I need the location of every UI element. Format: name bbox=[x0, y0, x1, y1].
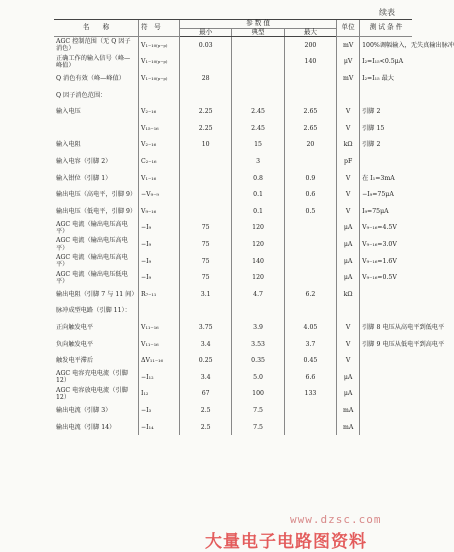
cell-conditions: −I₉=75μA bbox=[360, 187, 412, 204]
table-row bbox=[54, 236, 412, 253]
cell-min bbox=[180, 153, 232, 170]
cell-min: 3.4 bbox=[180, 369, 232, 386]
header-max: 最大 bbox=[284, 28, 336, 37]
cell-unit: V bbox=[337, 203, 360, 220]
cell-name: AGC 电容充电电流（引脚 12） bbox=[56, 370, 128, 385]
cell-name bbox=[54, 120, 139, 137]
table-row bbox=[54, 286, 412, 303]
cell-conditions: I₉=75μA bbox=[360, 203, 412, 220]
table-row bbox=[54, 419, 412, 436]
cell-symbol: −I₉ bbox=[139, 236, 180, 253]
cell-min: 0.03 bbox=[180, 37, 232, 54]
cell-unit: μA bbox=[337, 236, 360, 253]
cell-conditions bbox=[360, 286, 412, 303]
header-param-group: 参 数 值 bbox=[180, 20, 337, 29]
cell-typ: 0.1 bbox=[232, 187, 284, 204]
cell-min: 2.25 bbox=[180, 120, 232, 137]
cell-symbol: C₂₋₁₆ bbox=[139, 153, 180, 170]
cell-symbol: V₁₋₁₀₍ₚ₋ₚ₎ bbox=[139, 54, 180, 71]
table-row bbox=[54, 37, 412, 54]
cell-name: 负向触发电平 bbox=[56, 340, 94, 348]
cell-unit: mV bbox=[337, 37, 360, 54]
cell-typ: 3 bbox=[232, 153, 284, 170]
cell-symbol: V₁₋₁₆ bbox=[139, 170, 180, 187]
table-row bbox=[54, 402, 412, 419]
cell-name: 输入电阻 bbox=[56, 141, 81, 149]
table-row bbox=[54, 336, 412, 353]
spec-table bbox=[54, 19, 454, 435]
cell-symbol: ΔV₁₁₋₁₆ bbox=[139, 352, 180, 369]
cell-unit: V bbox=[337, 336, 360, 353]
cell-typ: 5.0 bbox=[232, 369, 284, 386]
cell-typ bbox=[232, 70, 284, 87]
cell-typ: 3.53 bbox=[232, 336, 284, 353]
cell-min: 75 bbox=[180, 236, 232, 253]
table-row bbox=[54, 253, 412, 270]
cell-name: 输出电压（高电平，引脚 9） bbox=[56, 191, 137, 199]
cell-name: 输出电阻（引脚 7 与 11 间） bbox=[56, 290, 138, 298]
cell-symbol: V₂₋₁₆ bbox=[139, 104, 180, 121]
cell-conditions bbox=[360, 352, 412, 369]
cell-unit: μA bbox=[337, 369, 360, 386]
cell-unit: mV bbox=[337, 70, 360, 87]
cell-symbol: −I₁₄ bbox=[139, 419, 180, 436]
cell-conditions: 引脚 8 电压从高电平到低电平 bbox=[360, 319, 412, 336]
cell-symbol: −I₁₂ bbox=[139, 369, 180, 386]
cell-typ: 4.7 bbox=[232, 286, 284, 303]
cell-name: Q 因子消色范围： bbox=[56, 91, 107, 99]
cell-unit: V bbox=[337, 170, 360, 187]
cell-unit: μA bbox=[337, 220, 360, 237]
cell-conditions bbox=[360, 419, 412, 436]
table-row bbox=[54, 54, 412, 71]
cell-name: 正确工作的输入信号（峰—峰值） bbox=[56, 54, 131, 70]
cell-typ bbox=[232, 87, 284, 104]
cell-unit: μA bbox=[337, 386, 360, 403]
cell-symbol bbox=[139, 87, 180, 104]
cell-max bbox=[284, 303, 336, 320]
cell-symbol: V₁₅₋₁₆ bbox=[139, 120, 180, 137]
table-row bbox=[54, 303, 412, 320]
cell-min: 10 bbox=[180, 137, 232, 154]
cell-name: 正向触发电平 bbox=[56, 323, 94, 331]
cell-max bbox=[284, 220, 336, 237]
cell-max: 6.2 bbox=[284, 286, 336, 303]
cell-unit: V bbox=[337, 352, 360, 369]
cell-unit: V bbox=[337, 187, 360, 204]
cell-min: 3.1 bbox=[180, 286, 232, 303]
table-row bbox=[54, 120, 412, 137]
cell-unit bbox=[337, 87, 360, 104]
cell-name: 输入钳位（引脚 1） bbox=[56, 174, 112, 182]
table-row bbox=[54, 137, 412, 154]
cell-max: 133 bbox=[284, 386, 336, 403]
cell-max: 20 bbox=[284, 137, 336, 154]
cell-unit bbox=[337, 303, 360, 320]
table-row bbox=[54, 104, 412, 121]
cell-min bbox=[180, 303, 232, 320]
cell-name: 输入电压 bbox=[56, 108, 81, 116]
cell-min: 28 bbox=[180, 70, 232, 87]
cell-typ: 2.45 bbox=[232, 104, 284, 121]
cell-unit: V bbox=[337, 104, 360, 121]
cell-max bbox=[284, 153, 336, 170]
cell-typ bbox=[232, 54, 284, 71]
cell-name: AGC 控制范围（无 Q 因子消色） bbox=[56, 38, 131, 53]
cell-typ bbox=[232, 37, 284, 54]
cell-symbol: V₂₋₁₆ bbox=[139, 137, 180, 154]
cell-max: 2.65 bbox=[284, 120, 336, 137]
cell-max: 200 bbox=[284, 37, 336, 54]
cell-name: Q 消色有效（峰—峰值） bbox=[56, 75, 125, 83]
cell-max: 0.6 bbox=[284, 187, 336, 204]
cell-symbol bbox=[139, 303, 180, 320]
cell-name: 触发电平滞后 bbox=[56, 357, 94, 365]
cell-name: AGC 电流（输出电压低电平） bbox=[56, 270, 128, 285]
cell-typ: 0.8 bbox=[232, 170, 284, 187]
cell-max: 0.45 bbox=[284, 352, 336, 369]
cell-symbol: R₇₋₁₁ bbox=[139, 286, 180, 303]
table-row bbox=[54, 187, 412, 204]
table-row bbox=[54, 170, 412, 187]
cell-min bbox=[180, 203, 232, 220]
table-row bbox=[54, 369, 412, 386]
header-name: 名 称 bbox=[54, 20, 139, 37]
cell-min bbox=[180, 87, 232, 104]
cell-unit: mA bbox=[337, 402, 360, 419]
cell-typ: 120 bbox=[232, 269, 284, 286]
cell-typ: 0.1 bbox=[232, 203, 284, 220]
cell-conditions: 引脚 9 电压从低电平到高电平 bbox=[360, 336, 412, 353]
cell-name: 输出电压（低电平，引脚 9） bbox=[56, 207, 137, 215]
cell-max bbox=[284, 269, 336, 286]
cell-name: 脉冲成型电路（引脚 11）： bbox=[56, 307, 131, 315]
cell-typ: 7.5 bbox=[232, 402, 284, 419]
cell-max bbox=[284, 70, 336, 87]
cell-symbol: −I₉ bbox=[139, 253, 180, 270]
cell-max: 6.6 bbox=[284, 369, 336, 386]
cell-max: 140 bbox=[284, 54, 336, 71]
cell-max: 3.7 bbox=[284, 336, 336, 353]
table-row bbox=[54, 203, 412, 220]
cell-conditions bbox=[360, 402, 412, 419]
cell-max: 0.9 bbox=[284, 170, 336, 187]
table-row bbox=[54, 153, 412, 170]
cell-conditions bbox=[360, 153, 412, 170]
cell-unit: μA bbox=[337, 253, 360, 270]
continued-label: 续表 bbox=[379, 8, 395, 17]
cell-typ: 15 bbox=[232, 137, 284, 154]
cell-max: 2.65 bbox=[284, 104, 336, 121]
cell-typ: 0.35 bbox=[232, 352, 284, 369]
table-row bbox=[54, 269, 412, 286]
cell-symbol: V₉₋₁₆ bbox=[139, 203, 180, 220]
cell-conditions: V₉₋₁₆=1.6V bbox=[360, 253, 412, 270]
cell-symbol: V₁₁₋₁₆ bbox=[139, 336, 180, 353]
cell-unit: kΩ bbox=[337, 286, 360, 303]
cell-min: 2.5 bbox=[180, 419, 232, 436]
table-row bbox=[54, 352, 412, 369]
cell-max bbox=[284, 419, 336, 436]
cell-symbol: −V₉₋₉ bbox=[139, 187, 180, 204]
cell-min: 3.75 bbox=[180, 319, 232, 336]
header-typ: 典型 bbox=[232, 28, 284, 37]
cell-symbol: V₁₋₁₀₍ₚ₋ₚ₎ bbox=[139, 37, 180, 54]
cell-name: AGC 电流（输出电压高电平） bbox=[56, 254, 128, 269]
cell-min: 67 bbox=[180, 386, 232, 403]
cell-unit: kΩ bbox=[337, 137, 360, 154]
cell-symbol: −I₉ bbox=[139, 269, 180, 286]
cell-max: 0.5 bbox=[284, 203, 336, 220]
cell-symbol: I₁₂ bbox=[139, 386, 180, 403]
cell-typ: 100 bbox=[232, 386, 284, 403]
header-unit: 单位 bbox=[337, 20, 360, 37]
table-row bbox=[54, 87, 412, 104]
cell-min: 75 bbox=[180, 220, 232, 237]
table-row bbox=[54, 70, 412, 87]
table-row bbox=[54, 386, 412, 403]
cell-conditions: 引脚 15 bbox=[360, 120, 412, 137]
cell-typ: 7.5 bbox=[232, 419, 284, 436]
cell-conditions: 100%调幅输入，无失真输出脉冲 bbox=[360, 37, 412, 54]
cell-symbol: V₁₁₋₁₆ bbox=[139, 319, 180, 336]
cell-typ: 140 bbox=[232, 253, 284, 270]
cell-conditions: V₉₋₁₆=0.5V bbox=[360, 269, 412, 286]
cell-max bbox=[284, 402, 336, 419]
cell-conditions: V₉₋₁₆=3.0V bbox=[360, 236, 412, 253]
cell-min: 3.4 bbox=[180, 336, 232, 353]
cell-min: 2.25 bbox=[180, 104, 232, 121]
cell-max bbox=[284, 87, 336, 104]
cell-unit: μA bbox=[337, 269, 360, 286]
cell-conditions: I₂=I₁₅<0.5μA bbox=[360, 54, 412, 71]
cell-unit: μV bbox=[337, 54, 360, 71]
cell-conditions: 引脚 2 bbox=[360, 104, 412, 121]
header-symbol: 符 号 bbox=[139, 20, 180, 37]
cell-name: AGC 电流（输出电压高电平） bbox=[56, 237, 128, 252]
cell-unit: mA bbox=[337, 419, 360, 436]
watermark-text: 大量电子电路图资料 bbox=[205, 532, 367, 552]
cell-typ: 2.45 bbox=[232, 120, 284, 137]
cell-max bbox=[284, 236, 336, 253]
cell-typ bbox=[232, 303, 284, 320]
cell-symbol: −I₉ bbox=[139, 220, 180, 237]
cell-conditions: V₉₋₁₆=4.5V bbox=[360, 220, 412, 237]
cell-conditions: 引脚 2 bbox=[360, 137, 412, 154]
cell-min: 2.5 bbox=[180, 402, 232, 419]
cell-typ: 120 bbox=[232, 220, 284, 237]
cell-name: 输出电流（引脚 14） bbox=[56, 423, 116, 431]
cell-conditions bbox=[360, 386, 412, 403]
header-min: 最小 bbox=[180, 28, 232, 37]
cell-symbol: −I₃ bbox=[139, 402, 180, 419]
cell-max bbox=[284, 253, 336, 270]
cell-conditions bbox=[360, 303, 412, 320]
cell-min: 75 bbox=[180, 253, 232, 270]
cell-unit: pF bbox=[337, 153, 360, 170]
watermark-url: www.dzsc.com bbox=[290, 513, 382, 526]
cell-min: 0.25 bbox=[180, 352, 232, 369]
cell-conditions: 在 I₁=3mA bbox=[360, 170, 412, 187]
cell-min bbox=[180, 54, 232, 71]
cell-unit: V bbox=[337, 319, 360, 336]
table-row bbox=[54, 220, 412, 237]
header-conditions: 测 试 条 件 bbox=[360, 20, 412, 37]
cell-name: AGC 电容放电电流（引脚 12） bbox=[56, 386, 128, 401]
cell-typ: 120 bbox=[232, 236, 284, 253]
cell-conditions bbox=[360, 87, 412, 104]
cell-min: 75 bbox=[180, 269, 232, 286]
cell-name: AGC 电流（输出电压高电平） bbox=[56, 220, 128, 235]
cell-unit: V bbox=[337, 120, 360, 137]
cell-min bbox=[180, 170, 232, 187]
cell-min bbox=[180, 187, 232, 204]
cell-name: 输出电流（引脚 3） bbox=[56, 406, 112, 414]
cell-max: 4.05 bbox=[284, 319, 336, 336]
cell-conditions: I₂=I₁₅ 最大 bbox=[360, 70, 412, 87]
cell-conditions bbox=[360, 369, 412, 386]
table-body bbox=[54, 37, 454, 436]
table-row bbox=[54, 319, 412, 336]
cell-name: 输入电容（引脚 2） bbox=[56, 158, 112, 166]
cell-symbol: V₁₋₁₀₍ₚ₋ₚ₎ bbox=[139, 70, 180, 87]
cell-typ: 3.9 bbox=[232, 319, 284, 336]
